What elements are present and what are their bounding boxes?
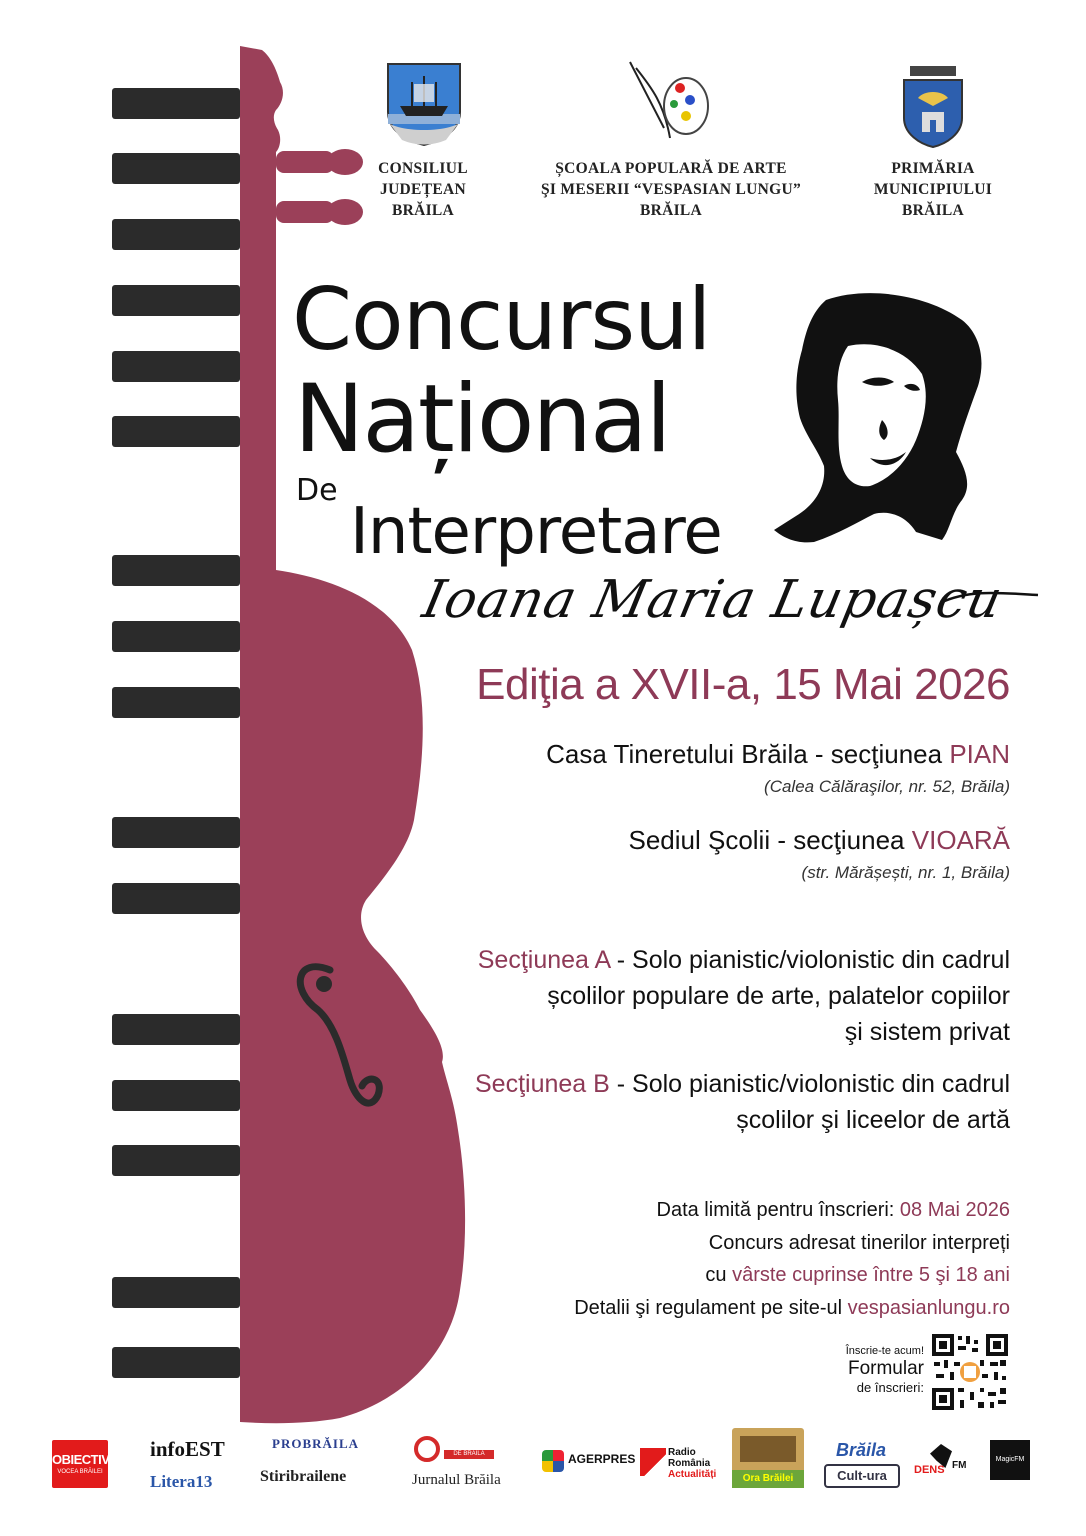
section-a-line1 — [478, 942, 1010, 978]
age-range — [574, 1259, 1010, 1292]
ora-text: Ora Brăilei — [732, 1470, 804, 1488]
title-de: De — [296, 473, 338, 508]
venue-2-section: VIOARĂ — [911, 825, 1010, 855]
radio-line3: Actualități — [668, 1469, 717, 1480]
qr-code-icon[interactable] — [930, 1332, 1010, 1412]
institution-left — [352, 158, 494, 221]
radio-romania-logo — [668, 1447, 716, 1480]
jurnal-logo: Jurnalul Brăila — [412, 1472, 501, 1488]
venue-2-address: (str. Mărășești, nr. 1, Brăila) — [801, 863, 1010, 882]
details — [574, 1292, 1010, 1325]
registration-text — [840, 1344, 924, 1396]
venue-1-name: Casa Tineretului Brăila - secţiunea — [546, 739, 950, 769]
age-value: vârste cuprinse între 5 şi 18 ani — [732, 1264, 1010, 1286]
website-link[interactable]: vespasianlungu.ro — [847, 1296, 1010, 1319]
city-crest-icon — [902, 62, 964, 148]
registration-line3: de înscrieri: — [856, 1380, 924, 1395]
litera13-logo: Litera13 — [150, 1472, 213, 1491]
registration-line2: Formular — [847, 1358, 924, 1379]
palette-violin-icon — [624, 58, 710, 148]
section-b-label: Secţiunea B — [474, 1070, 610, 1098]
institution-center-line3: BRĂILA — [639, 202, 703, 219]
stiribrailene-logo: Stiribrailene — [260, 1468, 347, 1485]
section-b — [475, 1066, 1010, 1138]
objectiv-sub: VOCEA BRĂILEI — [57, 1469, 103, 1475]
institution-center-line1: ȘCOALA POPULARĂ DE ARTE — [555, 160, 787, 177]
probraila-logo: PROBRĂILA — [272, 1436, 360, 1451]
title-line1: Concursul — [292, 270, 711, 370]
infoest-logo: infoEST — [150, 1437, 225, 1461]
objectiv-text: OBIECTIV — [52, 1452, 110, 1467]
deadline-value: 08 Mai 2026 — [899, 1199, 1010, 1221]
section-b-line1 — [475, 1066, 1010, 1102]
braila-logo: Brăila — [836, 1440, 887, 1460]
institution-center — [540, 158, 802, 221]
section-b-text2: școlilor şi liceelor de artă — [736, 1106, 1010, 1134]
title-line2: Național — [294, 365, 670, 474]
section-a-text2: școlilor populare de arte, palatelor copiilor — [547, 982, 1010, 1010]
edition-date: Ediţia a XVII-a, 15 Mai 2026 — [476, 660, 1010, 709]
institution-left-line2: JUDEȚEAN — [380, 181, 466, 198]
section-b-text1: Solo pianistic/violonistic din cadrul — [632, 1070, 1010, 1098]
venue-1-address: (Calea Călăraşilor, nr. 52, Brăila) — [764, 777, 1010, 796]
age-prefix: cu — [705, 1264, 733, 1286]
magicfm-logo: MagicFM — [990, 1440, 1030, 1480]
county-crest-icon — [386, 62, 462, 146]
deadline-label: Data limită pentru înscrieri: — [656, 1199, 900, 1221]
audience-text: Concurs adresat tinerilor interpreți — [708, 1231, 1010, 1254]
jurnal-badge: DE BRĂILA — [444, 1450, 494, 1459]
signature-flourish — [940, 585, 1040, 615]
institution-center-line2: ŞI MESERII “VESPASIAN LUNGU” — [540, 181, 802, 198]
info-block — [574, 1194, 1010, 1324]
institution-right-line2: MUNICIPIULUI — [873, 181, 993, 198]
registration-line1: Înscrie-te acum! — [845, 1345, 924, 1357]
title-line3: Interpretare — [350, 495, 722, 569]
venue-2-name: Sediul Şcolii - secţiunea — [628, 825, 912, 855]
portrait-icon — [766, 290, 988, 546]
institution-right-line1: PRIMĂRIA — [891, 160, 975, 177]
details-prefix: Detalii şi regulament pe site-ul — [574, 1296, 848, 1319]
venue-1 — [546, 738, 1010, 770]
institution-right — [862, 158, 1004, 221]
institution-right-line3: BRĂILA — [901, 202, 965, 219]
dens-logo: DENS — [914, 1464, 945, 1476]
signature: Ioana Maria Lupașcu — [417, 570, 1009, 630]
institution-left-line3: BRĂILA — [391, 202, 455, 219]
radio-line1: Radio — [668, 1447, 696, 1458]
section-b-dash: - — [609, 1070, 633, 1098]
agerpres-logo: AGERPRES — [568, 1452, 636, 1466]
cultura-logo: Cult-ura — [824, 1464, 900, 1488]
section-a-text1: Solo pianistic/violonistic din cadrul — [632, 946, 1010, 974]
deadline — [574, 1194, 1010, 1227]
section-a — [478, 942, 1010, 1050]
section-a-dash: - — [609, 946, 633, 974]
venue-2 — [628, 824, 1010, 856]
agerpres-icon — [542, 1450, 564, 1472]
dens-fm: FM — [952, 1460, 967, 1471]
ora-brailei-logo — [732, 1428, 804, 1488]
section-a-text3: şi sistem privat — [844, 1018, 1010, 1046]
venue-1-section: PIAN — [949, 739, 1010, 769]
radio-line2: România — [668, 1458, 711, 1469]
section-a-label: Secţiunea A — [477, 946, 610, 974]
jurnal-icon — [414, 1436, 440, 1462]
objectiv-logo — [52, 1440, 108, 1488]
institution-left-line1: CONSILIUL — [378, 160, 468, 177]
radio-romania-icon — [640, 1448, 666, 1476]
